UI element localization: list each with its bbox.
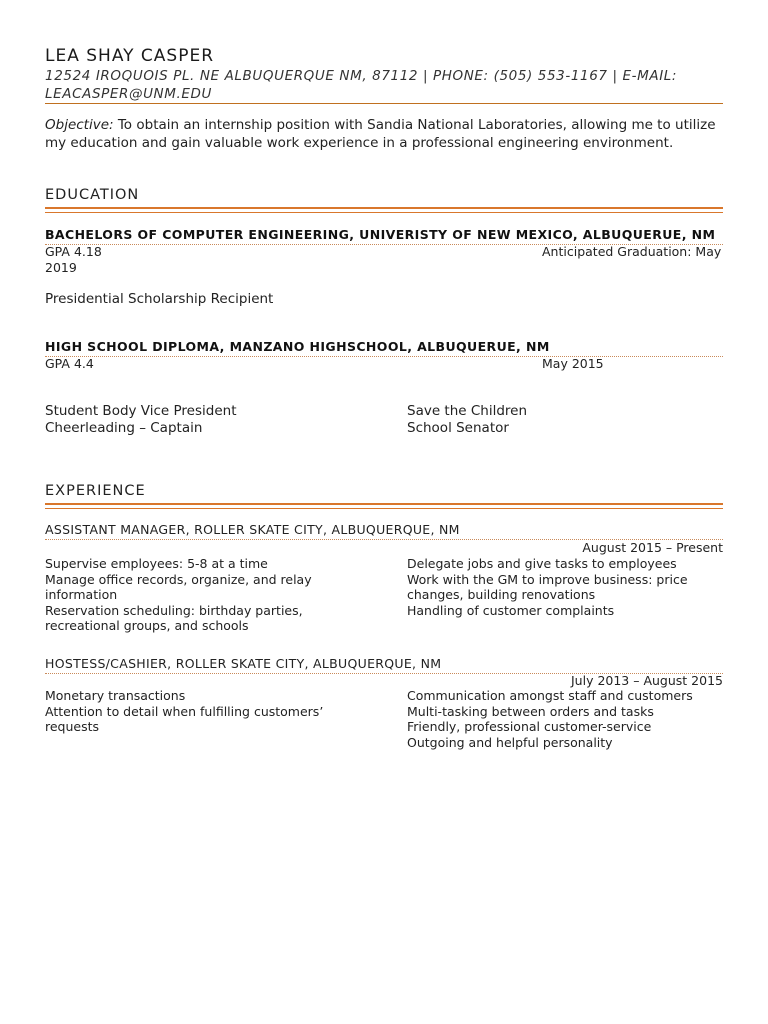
job-dates: July 2013 – August 2015 [571,673,723,688]
duty-item: Work with the GM to improve business: price [407,571,688,587]
duty-item: recreational groups, and schools [45,618,249,634]
contact-line-address-phone: 12524 IROQUOIS PL. NE ALBUQUERQUE NM, 87112 | PHONE: (505) 553-1167 | E-MAIL: [45,68,678,84]
education-divider [45,207,723,213]
objective-text: To obtain an internship position with Sandia National Laboratories, allowing me to utilize my education and gain valuable work experience in a professional engineering environment. [45,117,716,151]
highschool-gpa: GPA 4.4 [45,356,94,371]
job-duties-right [407,556,727,618]
duty-item: Outgoing and helpful personality [407,734,613,750]
duty-item: information [45,587,118,603]
objective-paragraph [45,117,725,152]
duty-item: Supervise employees: 5-8 at a time [45,556,268,571]
college-graduation-year: 2019 [45,260,77,275]
duty-item: Manage office records, organize, and relay [45,571,312,587]
activity-item: School Senator [407,420,509,436]
job-duties-right [407,688,727,750]
duty-item: Delegate jobs and give tasks to employees [407,556,677,571]
duty-item: Reservation scheduling: birthday parties, [45,602,303,618]
contact-info [45,67,725,103]
experience-divider [45,503,723,509]
highschool-date: May 2015 [542,356,604,371]
duty-item: Friendly, professional customer-service [407,719,652,735]
contact-line-email[interactable]: LEACASPER@UNM.EDU [45,86,212,102]
header-divider [45,103,723,104]
duty-item: requests [45,719,100,735]
job-title: HOSTESS/CASHIER, ROLLER SKATE CITY, ALBUQUERQUE, NM [45,656,442,671]
job-dates: August 2015 – Present [582,540,723,555]
job-title: ASSISTANT MANAGER, ROLLER SKATE CITY, ALBUQUERQUE, NM [45,522,460,537]
college-graduation: Anticipated Graduation: May [542,244,722,259]
objective-label: Objective: [45,117,114,133]
college-gpa [45,244,102,276]
highschool-activities-right [407,403,527,437]
college-honor: Presidential Scholarship Recipient [45,291,274,307]
education-heading: EDUCATION [45,187,140,203]
activity-item: Cheerleading – Captain [45,420,203,436]
highschool-divider [45,356,723,357]
highschool-activities-left [45,403,237,437]
activity-item: Save the Children [407,403,528,419]
duty-item: Communication amongst staff and customers [407,688,693,703]
highschool-degree: HIGH SCHOOL DIPLOMA, MANZANO HIGHSCHOOL, ALBUQUERUE, NM [45,339,550,354]
job-duties-left [45,556,375,634]
duty-item: Multi-tasking between orders and tasks [407,703,654,719]
duty-item: Attention to detail when fulfilling customers’ [45,703,324,719]
duty-item: Handling of customer complaints [407,602,615,618]
experience-heading: EXPERIENCE [45,483,146,499]
college-degree: BACHELORS OF COMPUTER ENGINEERING, UNIVERISTY OF NEW MEXICO, ALBUQUERUE, NM [45,227,716,242]
applicant-name: LEA SHAY CASPER [45,46,215,66]
job-duties-left [45,688,375,735]
activity-item: Student Body Vice President [45,403,237,419]
duty-item: Monetary transactions [45,688,186,703]
college-gpa-value: GPA 4.18 [45,244,102,259]
duty-item: changes, building renovations [407,587,596,603]
